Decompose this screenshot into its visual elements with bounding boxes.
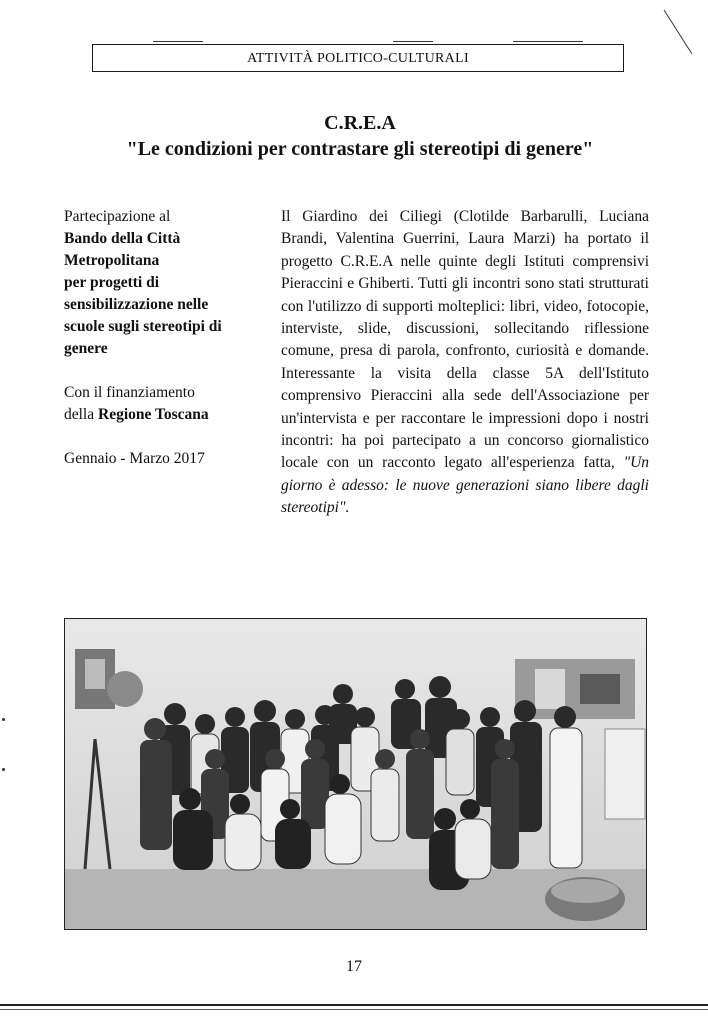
header-decor-line	[393, 41, 433, 42]
sidebar-line: Metropolitana	[64, 252, 160, 269]
sidebar-info	[64, 206, 264, 470]
scan-dot	[2, 768, 5, 771]
section-header-box	[92, 44, 624, 72]
body-paragraph	[281, 206, 649, 520]
group-photo	[64, 618, 647, 930]
sidebar-line: per progetti di	[64, 274, 160, 291]
article-title: C.R.E.A	[324, 112, 396, 134]
sidebar-line: Partecipazione al	[64, 208, 171, 225]
article-subtitle: "Le condizioni per contrastare gli stereotipi di genere"	[126, 138, 594, 160]
scan-dot	[2, 718, 5, 721]
sidebar-line: genere	[64, 340, 108, 357]
scan-corner-mark	[660, 8, 696, 56]
body-quote: "Un giorno è adesso: le nuove generazioni siano libere dagli stereotipi".	[281, 454, 650, 517]
page-bottom-rule	[0, 1009, 708, 1010]
project-dates: Gennaio - Marzo 2017	[64, 450, 205, 467]
page-bottom-rule	[0, 1004, 708, 1006]
header-decor-line	[513, 41, 583, 42]
funding-line	[64, 404, 264, 426]
sidebar-line: sensibilizzazione nelle	[64, 296, 209, 313]
group-photo-illustration	[65, 619, 647, 930]
article-body	[281, 206, 649, 520]
header-decor-line	[153, 41, 203, 42]
funding-region: Regione Toscana	[98, 406, 209, 423]
body-text: Il Giardino dei Ciliegi (Clotilde Barbarulli, Luciana Brandi, Valentina Guerrini, Laura Marzi) ha portato il progetto C.R.E.A nelle quinte degli Istituti comprensivi Pieraccini e Ghiberti. Tutti gli incontri sono stati strutturati con l'utilizzo di supporti molteplici: libri, video, fotocopie, interviste, slide, discussioni, sollecitando riflessione comune, presa di parola, confronto, curiosità e domande. Interessante la visita della classe 5A dell'Istituto comprensivo Pieraccini alla sede dell'Associazione per un'intervista e per raccontare le impressioni dopo i nostri incontri: ha poi partecipato a un concorso giornalistico locale con un racconto legato all'esperienza fatta,	[281, 208, 649, 472]
sidebar-line: scuole sugli stereotipi di	[64, 318, 222, 335]
sidebar-line: Bando della Città	[64, 230, 181, 247]
funding-prefix: della	[64, 406, 98, 423]
page-number: 17	[346, 958, 362, 975]
section-header-label: ATTIVITÀ POLITICO-CULTURALI	[247, 51, 469, 66]
funding-line: Con il finanziamento	[64, 384, 195, 401]
